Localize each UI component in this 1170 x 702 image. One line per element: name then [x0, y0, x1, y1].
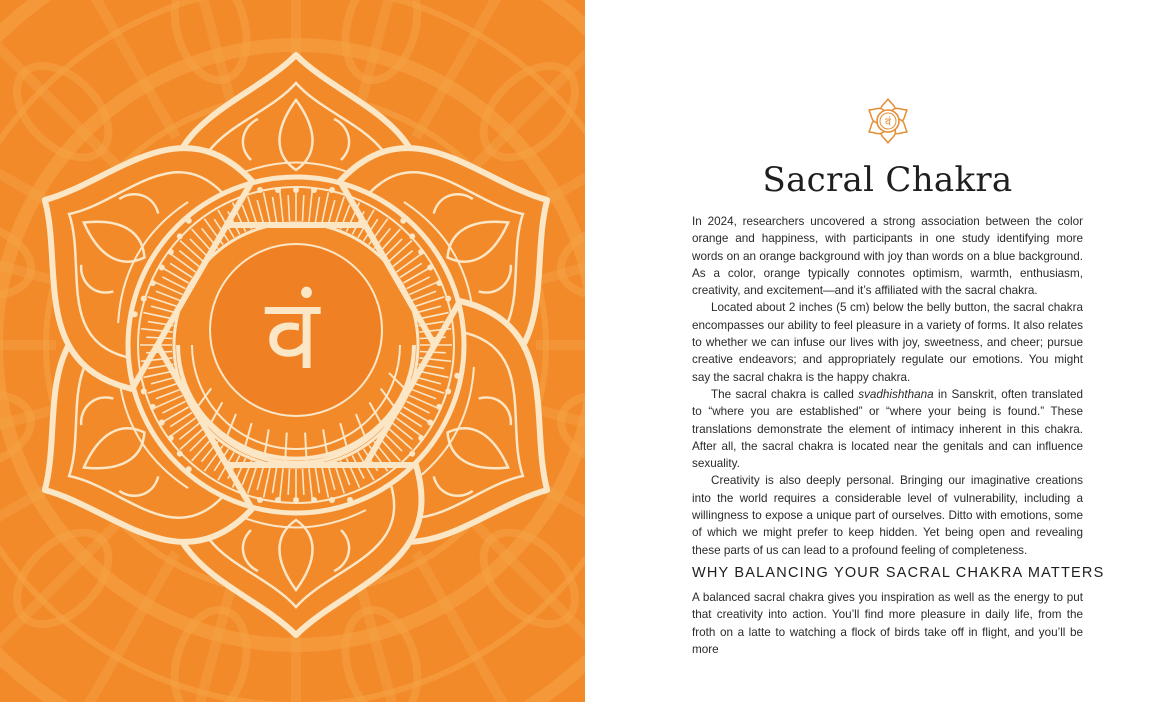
page-title: Sacral Chakra [762, 160, 1013, 200]
emblem-glyph: वं [884, 115, 892, 129]
bija-mantra-glyph: वं [264, 278, 320, 392]
paragraph-2: Located about 2 inches (5 cm) below the belly button, the sacral chakra encompasses our ability to feel pleasure in a variety of forms. It also relates to whether we can infuse our lives with joy, sweetness, and cheer; pursue creative endeavors; and appropriately regulate our emotions. You might say the sacral chakra is the happy chakra. [692, 301, 1083, 384]
section-body: A balanced sacral chakra gives you inspiration as well as the energy to put that creativity into action. You’ll find more pleasure in daily life, from the froth on a latte to watching a flock of birds take off in flight, and you’ll be more [692, 591, 1083, 656]
paragraph-1: In 2024, researchers uncovered a strong association between the color orange and happiness, with participants in one study identifying more words on an orange background with joy than words on a blue background. As a color, orange typically connotes optimism, warmth, enthusiasm, creativity, and excitement—and it’s affiliated with the sacral chakra. [692, 215, 1083, 298]
section-heading: WHY BALANCING YOUR SACRAL CHAKRA MATTERS [692, 565, 1105, 581]
paragraph-3: The sacral chakra is called svadhishthana in Sanskrit, often translated to “where you are established” or “where your being is found.” These translations demonstrate the element of intimacy inherent in this chakra. After all, the sacral chakra is located near the genitals and can influence sexuality. [692, 387, 1083, 471]
body-text [692, 213, 1083, 559]
sacral-chakra-emblem-icon [865, 96, 911, 146]
sanskrit-term: svadhishthana [858, 387, 934, 401]
paragraph-4: Creativity is also deeply personal. Bringing our imaginative creations into the world requires a considerable level of vulnerability, including a willingness to expose a unique part of ourselves. Ditto with emotions, some of which we might prefer to keep hidden. Yet being open and revealing these parts of us can lead to a profound feeling of completeness. [692, 474, 1083, 557]
text-page [585, 0, 1170, 702]
